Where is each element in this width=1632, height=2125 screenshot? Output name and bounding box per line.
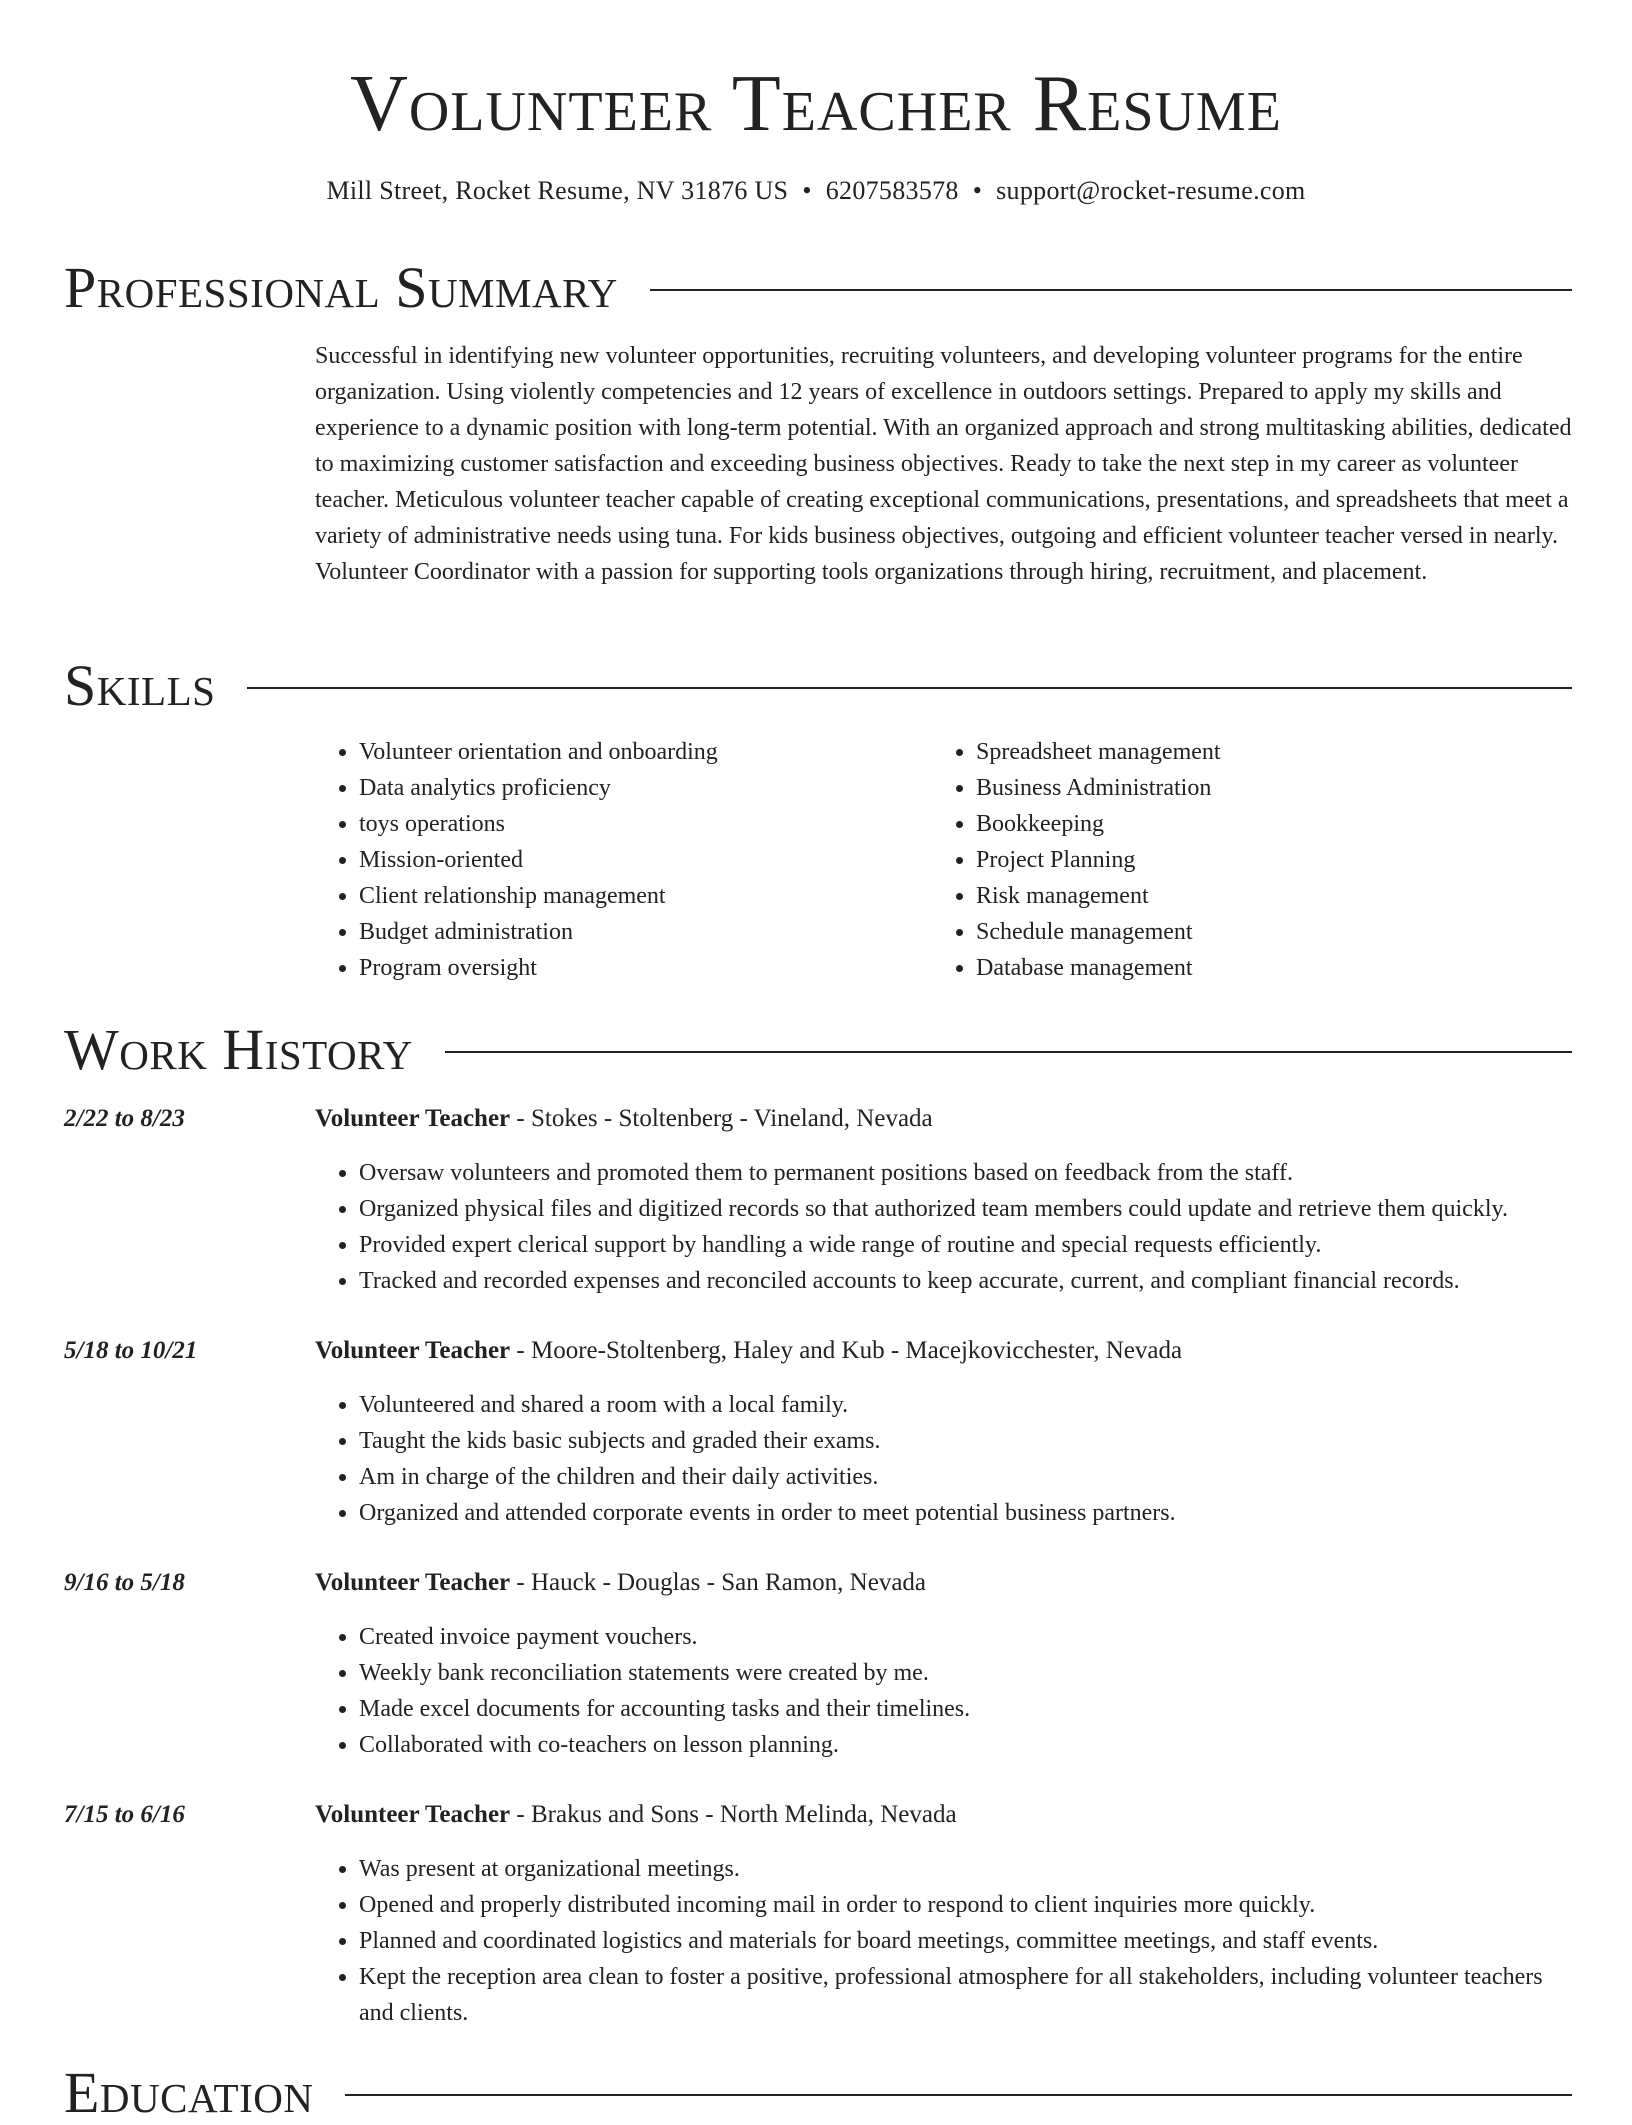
- section-divider: [445, 1051, 1572, 1053]
- job-headline: [315, 1565, 926, 1601]
- skill-item: • toys operations: [359, 806, 932, 842]
- job-employer-location: - Hauck - Douglas - San Ramon, Nevada: [510, 1569, 927, 1596]
- contact-email[interactable]: support@rocket-resume.com: [996, 176, 1306, 205]
- job-duty: • Volunteered and shared a room with a local family.: [359, 1387, 1572, 1423]
- section-divider: [247, 687, 1572, 689]
- skill-item: • Database management: [976, 950, 1549, 986]
- job-employer-location: - Moore-Stoltenberg, Haley and Kub - Macejkovicchester, Nevada: [510, 1337, 1183, 1364]
- skill-item: • Volunteer orientation and onboarding: [359, 734, 932, 770]
- contact-phone: 6207583578: [825, 176, 959, 205]
- skill-item: • Project Planning: [976, 842, 1549, 878]
- skill-item: • Bookkeeping: [976, 806, 1549, 842]
- job-employer-location: - Brakus and Sons - North Melinda, Nevada: [510, 1801, 957, 1828]
- skill-item: • Budget administration: [359, 914, 932, 950]
- contact-separator: •: [802, 176, 812, 205]
- job-duties: [315, 1619, 1572, 1763]
- job-duty: • Collaborated with co-teachers on lesson planning.: [359, 1727, 1572, 1763]
- resume-title: Volunteer Teacher Resume: [350, 60, 1282, 148]
- skill-item: • Business Administration: [976, 770, 1549, 806]
- job-duty: • Made excel documents for accounting tasks and their timelines.: [359, 1691, 1572, 1727]
- job-duty: • Tracked and recorded expenses and reconciled accounts to keep accurate, current, and compliant financial records.: [359, 1263, 1572, 1299]
- job-dates: 2/22 to 8/23: [64, 1105, 185, 1132]
- job-employer-location: - Stokes - Stoltenberg - Vineland, Nevada: [510, 1105, 933, 1132]
- skill-item: • Program oversight: [359, 950, 932, 986]
- education-heading: Education: [64, 2060, 314, 2125]
- job-duty: • Oversaw volunteers and promoted them to permanent positions based on feedback from the staff.: [359, 1155, 1572, 1191]
- skill-item: • Schedule management: [976, 914, 1549, 950]
- contact-address: Mill Street, Rocket Resume, NV 31876 US: [326, 176, 789, 205]
- skill-item: • Mission-oriented: [359, 842, 932, 878]
- job-duty: • Weekly bank reconciliation statements were created by me.: [359, 1655, 1572, 1691]
- job-duty: • Organized and attended corporate events in order to meet potential business partners.: [359, 1495, 1572, 1531]
- job-duty: • Opened and properly distributed incoming mail in order to respond to client inquiries more quickly.: [359, 1887, 1572, 1923]
- job-duty: • Kept the reception area clean to foster a positive, professional atmosphere for all stakeholders, including volunteer teachers and clients.: [359, 1959, 1572, 2031]
- skill-item: • Client relationship management: [359, 878, 932, 914]
- skill-item: • Data analytics proficiency: [359, 770, 932, 806]
- skill-item: • Risk management: [976, 878, 1549, 914]
- skills-column-left: [315, 734, 932, 986]
- skills-heading: Skills: [64, 653, 216, 718]
- work-history-section-header: [64, 1018, 1572, 1082]
- job-duties: [315, 1155, 1572, 1299]
- job-duty: • Planned and coordinated logistics and materials for board meetings, committee meetings, and staff events.: [359, 1923, 1572, 1959]
- section-divider: [345, 2094, 1572, 2096]
- skills-column-right: [932, 734, 1549, 986]
- job-title: Volunteer Teacher: [315, 1801, 511, 1828]
- job-title: Volunteer Teacher: [315, 1337, 511, 1364]
- job-title: Volunteer Teacher: [315, 1105, 511, 1132]
- job-duty: • Taught the kids basic subjects and graded their exams.: [359, 1423, 1572, 1459]
- job-dates: 9/16 to 5/18: [64, 1569, 185, 1596]
- job-dates: 7/15 to 6/16: [64, 1801, 185, 1828]
- job-title: Volunteer Teacher: [315, 1569, 511, 1596]
- section-divider: [650, 289, 1572, 291]
- job-dates: 5/18 to 10/21: [64, 1337, 198, 1364]
- skills-section-header: [64, 654, 1572, 718]
- job-duty: • Was present at organizational meetings.: [359, 1851, 1572, 1887]
- education-section-header: [64, 2061, 1572, 2125]
- job-duty: • Provided expert clerical support by handling a wide range of routine and special requests efficiently.: [359, 1227, 1572, 1263]
- job-headline: [315, 1797, 957, 1833]
- job-duty: • Created invoice payment vouchers.: [359, 1619, 1572, 1655]
- job-duties: [315, 1851, 1572, 2031]
- job-duty: • Organized physical files and digitized records so that authorized team members could update and retrieve them quickly.: [359, 1191, 1572, 1227]
- contact-separator: •: [972, 176, 983, 205]
- job-duty: • Am in charge of the children and their daily activities.: [359, 1459, 1572, 1495]
- contact-line: [0, 173, 1632, 209]
- summary-section-header: [64, 256, 1572, 320]
- skill-item: • Spreadsheet management: [976, 734, 1549, 770]
- job-duties: [315, 1387, 1572, 1531]
- job-headline: [315, 1333, 1182, 1369]
- summary-heading: Professional Summary: [64, 255, 618, 320]
- skills-list: [315, 734, 1575, 986]
- summary-text: Successful in identifying new volunteer opportunities, recruiting volunteers, and developing volunteer programs for the entire organization. Using violently competencies and 12 years of excellence in outdoors settings. Prepared to apply my skills and experience to a dynamic position with long-term potential. With an organized approach and strong multitasking abilities, dedicated to maximizing customer satisfaction and exceeding business objectives. Ready to take the next step in my career as volunteer teacher. Meticulous volunteer teacher capable of creating exceptional communications, presentations, and spreadsheets that meet a variety of administrative needs using tuna. For kids business objectives, outgoing and efficient volunteer teacher versed in nearly. Volunteer Coordinator with a passion for supporting tools organizations through hiring, recruitment, and placement.: [315, 343, 1572, 585]
- job-headline: [315, 1101, 933, 1137]
- work-history-heading: Work History: [64, 1017, 413, 1082]
